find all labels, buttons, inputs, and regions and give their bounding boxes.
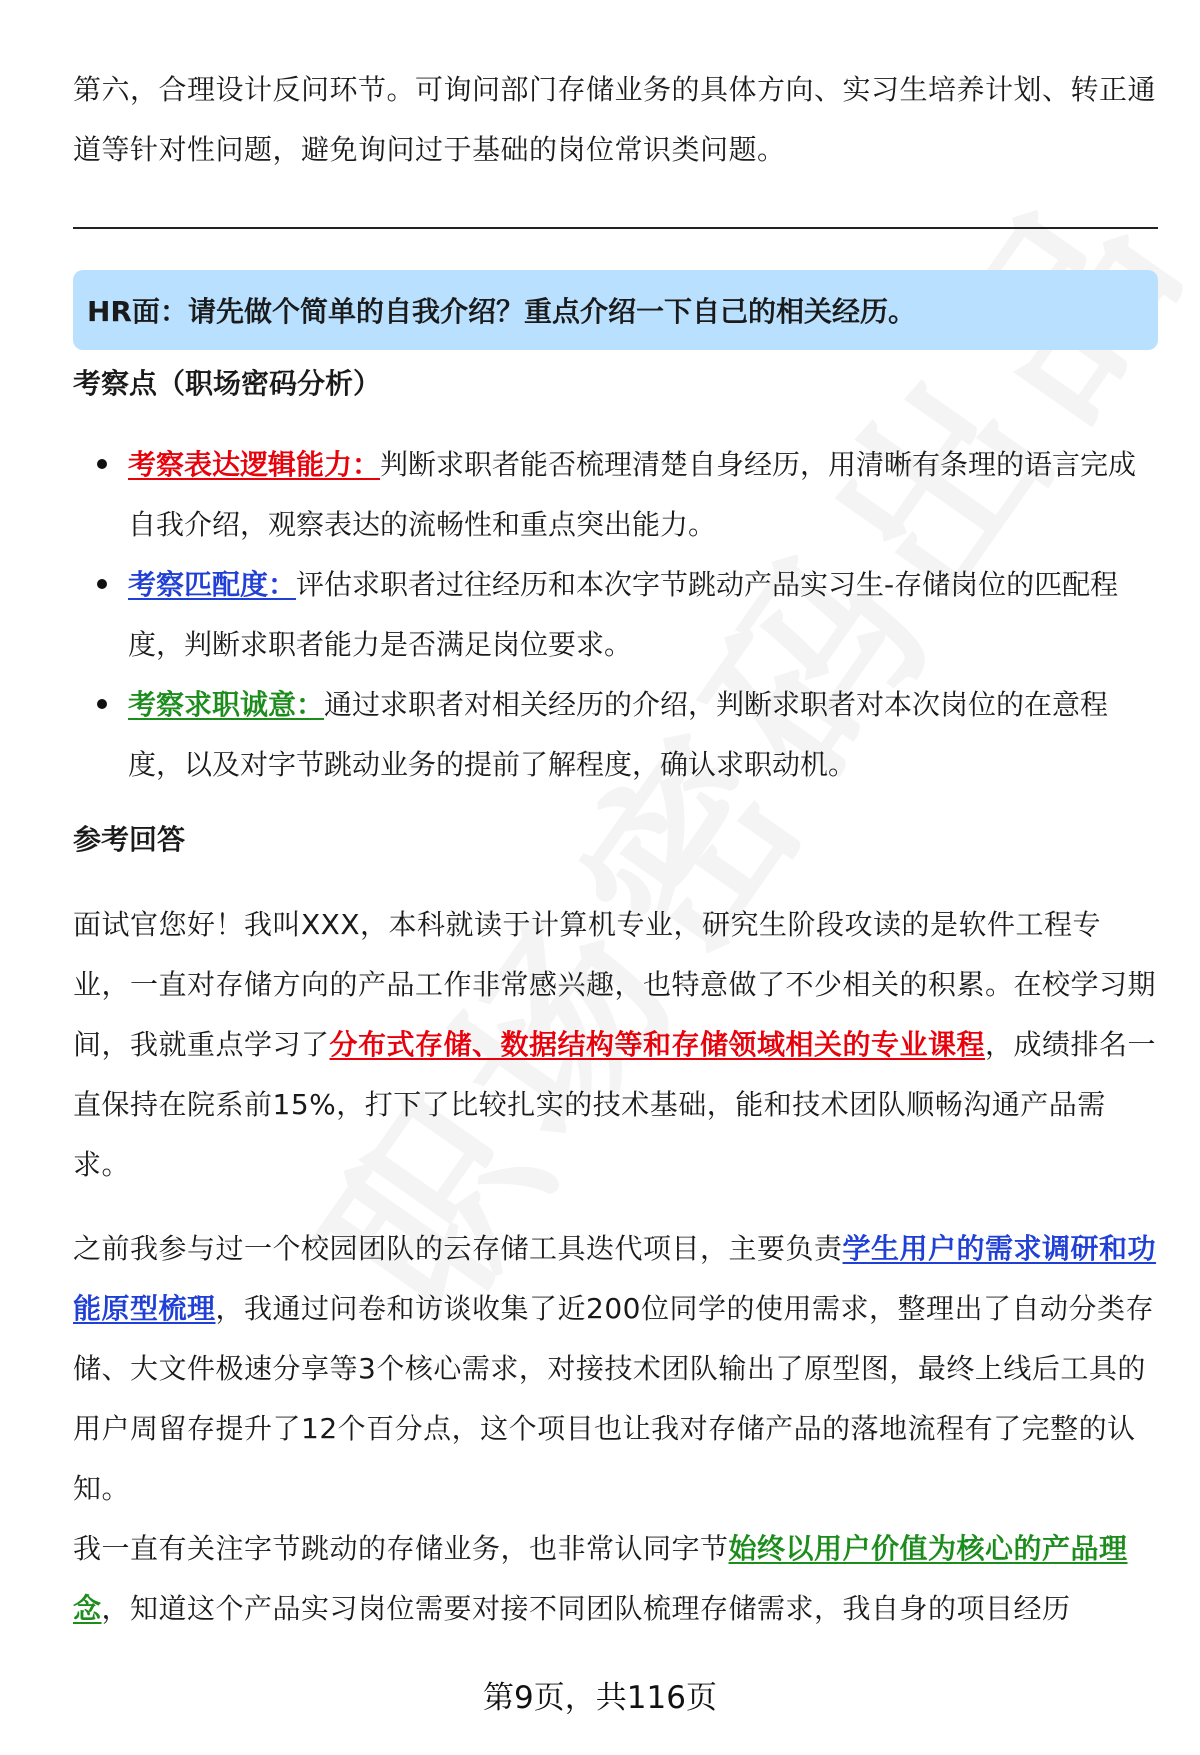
point-text: 通过求职者对相关经历的介绍，判断求职者对本次岗位的在意程度，以及对字节跳动业务的提前了解程度，确认求职动机。 xyxy=(128,688,1109,781)
intro-paragraph: 第六，合理设计反问环节。可询问部门存储业务的具体方向、实习生培养计划、转正通道等针对性问题，避免询问过于基础的岗位常识类问题。 xyxy=(73,73,1157,166)
point-keyword: 考察求职诚意： xyxy=(128,688,325,721)
answer-paragraph-2 xyxy=(73,1219,1158,1519)
point-text: 判断求职者能否梳理清楚自身经历，用清晰有条理的语言完成自我介绍，观察表达的流畅性和重点突出能力。 xyxy=(128,448,1137,541)
section-heading-points: 考察点（职场密码分析） xyxy=(73,367,382,400)
answer-text: 我一直有关注字节跳动的存储业务，也非常认同字节 xyxy=(73,1532,729,1565)
list-item xyxy=(73,675,1158,795)
point-keyword: 考察匹配度： xyxy=(128,568,297,601)
answer-text: 面试官您好！我叫XXX，本科就读于计算机专业，研究生阶段攻读的是软件工程专业，一直对存储方向的产品工作非常感兴趣，也特意做了不少相关的积累。在校学习期间，我就重点学习了 xyxy=(73,908,1157,1061)
answer-paragraph-1 xyxy=(73,895,1158,1195)
bullet-icon xyxy=(97,699,107,709)
section-heading-answer: 参考回答 xyxy=(73,823,186,856)
answer-text: ，成绩排名一直保持在院系前15%，打下了比较扎实的技术基础，能和技术团队顺畅沟通产品需求。 xyxy=(73,1028,1157,1181)
page-footer: 第9页，共116页 xyxy=(483,1680,717,1716)
question-text: HR面：请先做个简单的自我介绍？重点介绍一下自己的相关经历。 xyxy=(87,295,916,328)
bullet-icon xyxy=(97,579,107,589)
list-item xyxy=(73,435,1158,555)
answer-highlight: 分布式存储、数据结构等和存储领域相关的专业课程 xyxy=(329,1028,986,1061)
answer-highlight: 学生用户的需求调研和功能原型梳理 xyxy=(73,1232,1157,1325)
answer-paragraph-3 xyxy=(73,1519,1158,1639)
answer-text: 之前我参与过一个校园团队的云存储工具迭代项目，主要负责 xyxy=(73,1232,843,1265)
point-keyword: 考察表达逻辑能力： xyxy=(128,448,381,481)
answer-highlight: 始终以用户价值为核心的产品理念 xyxy=(73,1532,1128,1625)
question-box xyxy=(73,270,1158,350)
points-list xyxy=(73,435,1158,795)
answer-text: ，知道这个产品实习岗位需要对接不同团队梳理存储需求，我自身的项目经历 xyxy=(101,1592,1071,1625)
bullet-icon xyxy=(97,459,107,469)
list-item xyxy=(73,555,1158,675)
point-text: 评估求职者过往经历和本次字节跳动产品实习生-存储岗位的匹配程度，判断求职者能力是否满足岗位要求。 xyxy=(128,568,1119,661)
divider xyxy=(73,227,1158,229)
answer-text: ，我通过问卷和访谈收集了近200位同学的使用需求，整理出了自动分类存储、大文件极速分享等3个核心需求，对接技术团队输出了原型图，最终上线后工具的用户周留存提升了12个百分点，这个项目也让我对存储产品的落地流程有了完整的认知。 xyxy=(73,1292,1154,1505)
